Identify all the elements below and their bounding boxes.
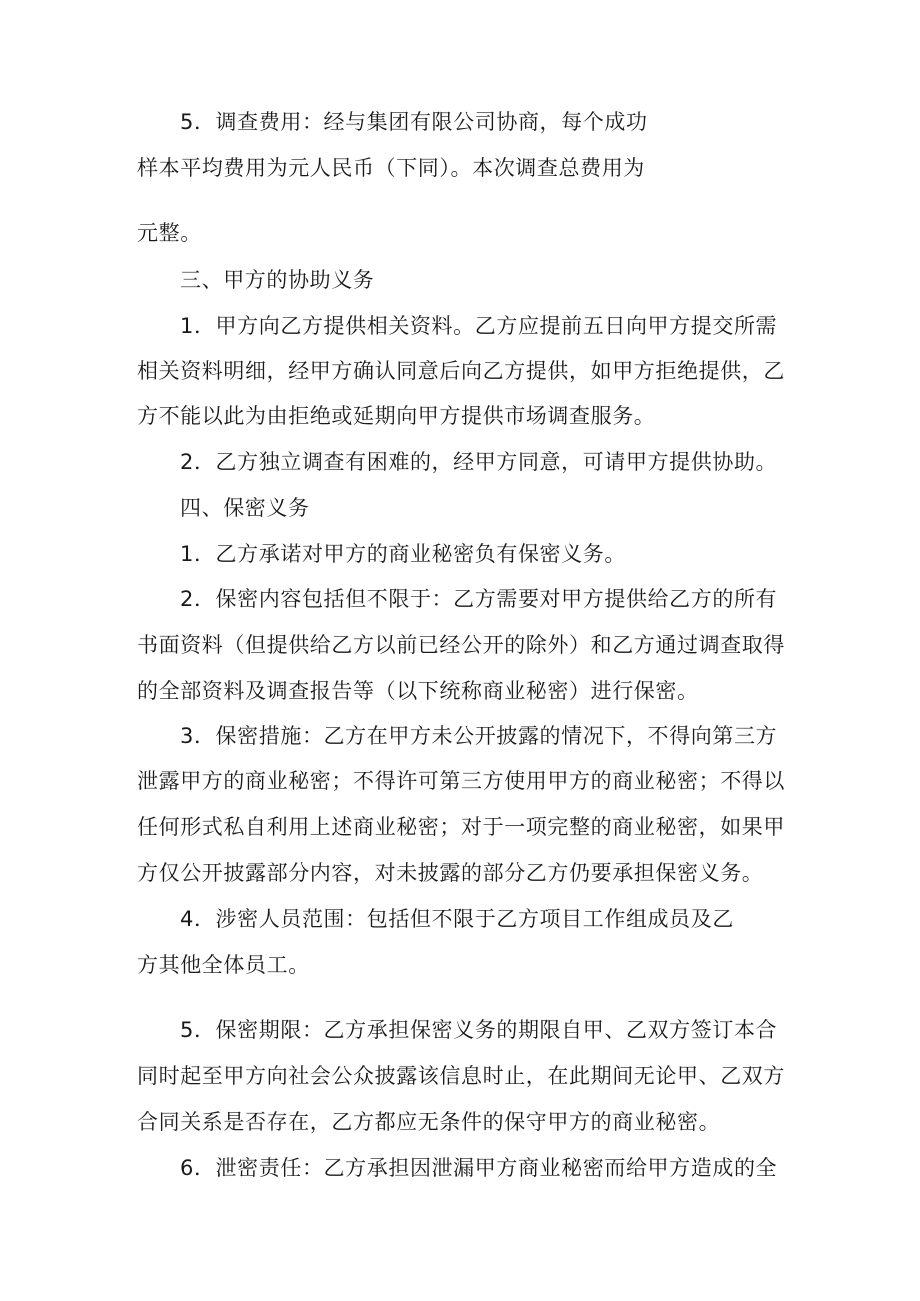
paragraph-line: 1．乙方承诺对甲方的商业秘密负有保密义务。 (180, 542, 626, 566)
paragraph-line: 5．保密期限：乙方承担保密义务的期限自甲、乙双方签订本合 (180, 1018, 778, 1042)
paragraph-line: 相关资料明细，经甲方确认同意后向乙方提供，如甲方拒绝提供，乙 (137, 359, 785, 383)
paragraph-line: 同时起至甲方向社会公众披露该信息时止，在此期间无论甲、乙双方 (137, 1064, 785, 1088)
paragraph-line: 样本平均费用为元人民币（下同）。本次调查总费用为 (137, 156, 645, 180)
paragraph-line: 任何形式私自利用上述商业秘密；对于一项完整的商业秘密，如果甲 (137, 815, 785, 839)
paragraph-line: 1．甲方向乙方提供相关资料。乙方应提前五日向甲方提交所需 (180, 314, 778, 338)
paragraph-line: 的全部资料及调查报告等（以下统称商业秘密）进行保密。 (137, 679, 699, 703)
paragraph-line: 2．保密内容包括但不限于：乙方需要对甲方提供给乙方的所有 (180, 587, 778, 611)
section-heading: 四、保密义务 (180, 496, 310, 520)
paragraph-line: 方仅公开披露部分内容，对未披露的部分乙方仍要承担保密义务。 (137, 861, 764, 885)
paragraph-line: 合同关系是否存在，乙方都应无条件的保守甲方的商业秘密。 (137, 1110, 721, 1134)
paragraph-line: 3．保密措施：乙方在甲方未公开披露的情况下，不得向第三方 (180, 724, 778, 748)
paragraph-line: 书面资料（但提供给乙方以前已经公开的除外）和乙方通过调查取得 (137, 633, 785, 657)
section-heading: 三、甲方的协助义务 (180, 268, 375, 292)
paragraph-line: 5．调查费用：经与集团有限公司协商，每个成功 (180, 110, 648, 134)
paragraph-line: 方其他全体员工。 (137, 953, 310, 977)
paragraph-line: 2．乙方独立调查有困难的，经甲方同意，可请甲方提供协助。 (180, 450, 778, 474)
paragraph-line: 4．涉密人员范围：包括但不限于乙方项目工作组成员及乙 (180, 907, 734, 931)
paragraph-line: 元整。 (137, 221, 202, 245)
paragraph-line: 6．泄密责任：乙方承担因泄漏甲方商业秘密而给甲方造成的全 (180, 1156, 778, 1180)
paragraph-line: 方不能以此为由拒绝或延期向甲方提供市场调查服务。 (137, 404, 656, 428)
paragraph-line: 泄露甲方的商业秘密；不得许可第三方使用甲方的商业秘密；不得以 (137, 769, 785, 793)
